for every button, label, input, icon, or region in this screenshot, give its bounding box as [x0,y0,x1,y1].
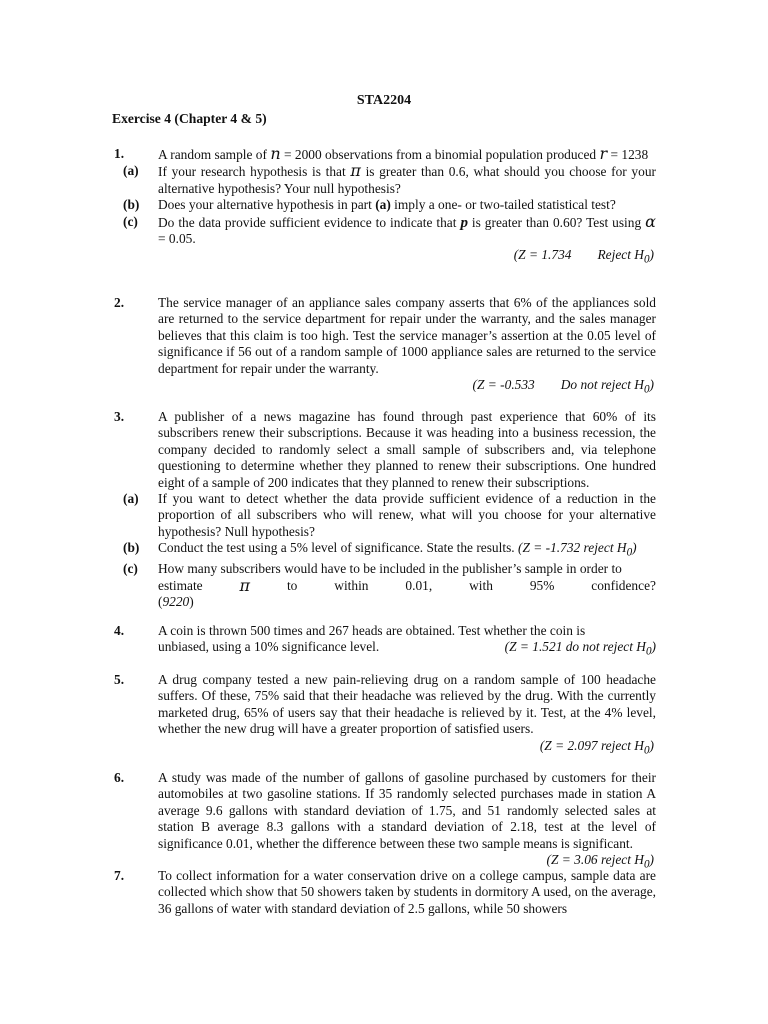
part-text: Does your alternative hypothesis in part (a) imply a one- or two-tailed statistical test? [158,197,616,213]
part-label: (c) [123,213,138,229]
answer: (Z = 1.521 do not reject $H_0$) [504,639,656,659]
question-text: A publisher of a news magazine has found through past experience that 60% of its subscribers renew their subscriptions. Because it was heading into a business recession, the company decided to randomly select a small sample of subscribers and, via telephone questioning to determine whether they planned to renew their subscriptions. One hundred eight of a sample of 200 indicates that they planned to renew their subscriptions. [158,409,656,490]
pi-symbol: π [350,161,361,181]
n-symbol: n [270,144,281,163]
part-label: (a) [123,163,139,179]
answer: (9220) [158,594,194,610]
part-text: If you want to detect whether the data provide sufficient evidence of a reduction in the proportion of all subscribers who will renew, what will you choose for your alternative hypothesis? Null hypothesis? [158,491,656,539]
part-text: How many subscribers would have to be included in the publisher’s sample in order to estimate π to within 0.01, with 95% confidence? (9220) [158,561,656,610]
question-2 [112,295,656,398]
question-number: 2. [114,295,125,310]
r-symbol: r [599,144,608,163]
course-title: STA2204 [356,93,412,108]
question-4 [112,623,656,660]
pi-symbol: π [239,575,251,595]
question-6 [112,770,656,873]
p-symbol: p [460,214,468,231]
exercise-heading: Exercise 4 (Chapter 4 & 5) [112,111,267,126]
part-text: Conduct the test using a 5% level of significance. State the results. (Z = -1.732 reject $H_0$) [158,540,637,559]
question-number: 1. [114,146,125,161]
question-number: 5. [114,672,125,687]
question-5 [112,672,656,759]
part-label: (b) [123,540,140,556]
question-7 [112,868,656,917]
part-label: (a) [123,491,139,507]
part-label: (b) [123,197,140,213]
question-text: A coin is thrown 500 times and 267 heads are obtained. Test whether the coin is unbiased, using a 10% significance level. (Z = 1.521 do not reject $H_0$) [158,623,656,660]
answer: (Z = 1.734 Reject $H_0$) [513,247,654,267]
question-text: A random sample of n = 2000 observations from a binomial population produced r = 1238 [158,144,649,163]
question-number: 7. [114,868,125,883]
answer: (Z = -1.732 reject $H_0$) [517,540,637,559]
alpha-symbol: α [645,211,656,231]
question-1 [112,146,656,269]
part-label: (c) [123,561,138,577]
question-text: To collect information for a water conservation drive on a college campus, sample data are collected which show that 50 showers taken by students in dormitory A used, on the average, 36 gallons of water with standard deviation of 2.5 gallons, while 50 showers [158,868,656,916]
question-3 [112,409,656,611]
answer: (Z = 2.097 reject $H_0$) [539,737,654,757]
answer: (Z = -0.533 Do not reject $H_0$) [472,377,654,396]
question-text: A drug company tested a new pain-relieving drug on a random sample of 100 headache suffers. Of these, 75% said that their headache was relieved by the drug. With the currently marketed drug, 65% of users say that their headache is relieved by it. Test, at the 4% level, whether the new drug will have a greater proportion of satisfied users. [158,672,656,737]
question-text: The service manager of an appliance sales company asserts that 6% of the appliances sold are returned to the service department for repair under the warranty, and the sales manager believes that this claim is too high. Test the service manager’s assertion at the 0.05 level of significance if 56 out of a random sample of 1000 appliance sales are returned to the service department for repair under the warranty. [158,295,656,376]
question-text: A study was made of the number of gallons of gasoline purchased by customers for their automobiles at two gasoline stations. If 35 randomly selected purchases made in station A average 9.6 gallons with standard deviation of 1.75, and 51 randomly selected sales at station B average 8.3 gallons with a standard deviation of 2.18, test at the level of significance 0.01, whether the difference between these two sample means is significant. [158,770,656,851]
question-number: 6. [114,770,125,785]
question-number: 4. [114,623,125,638]
answer: (Z = 3.06 reject $H_0$) [546,852,654,871]
question-number: 3. [114,409,125,424]
part-text: If your research hypothesis is that π is greater than 0.6, what should you choose for your alternative hypothesis? Your null hypothesis? [158,161,656,196]
part-text: Do the data provide sufficient evidence to indicate that p is greater than 0.60? Test using α = 0.05. [158,211,656,247]
